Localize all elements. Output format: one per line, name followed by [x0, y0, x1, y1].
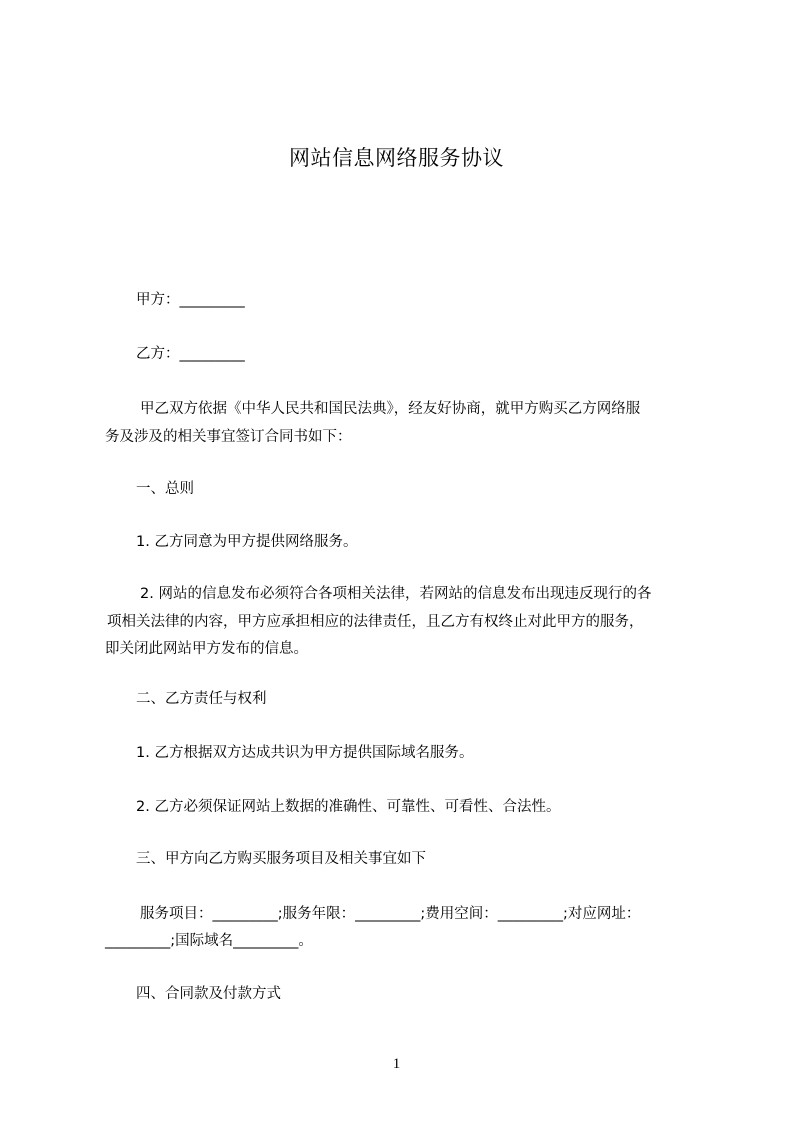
section-4-heading: 四、合同款及付款方式: [136, 986, 281, 1002]
section-2-heading: 二、乙方责任与权利: [136, 691, 267, 707]
section-1-item-2-line-1: 2. 网站的信息发布必须符合各项相关法律，若网站的信息发布出现违反现行的各: [140, 586, 652, 602]
section-1-item-2-line-3: 即关闭此网站甲方发布的信息。: [105, 641, 308, 657]
section-3-line-1: 服务项目：_________;服务年限：_________;费用空间：_________;对应网址：: [140, 906, 641, 922]
section-1-heading: 一、总则: [136, 481, 194, 497]
page-number: 1: [392, 1056, 401, 1072]
section-1-item-1: 1. 乙方同意为甲方提供网络服务。: [136, 534, 358, 550]
intro-line-2: 务及涉及的相关事宜签订合同书如下：: [105, 429, 352, 445]
document-title: 网站信息网络服务协议: [289, 146, 504, 170]
section-3-line-2: _________;国际域名_________。: [105, 933, 313, 949]
party-b-line: 乙方：_________: [136, 346, 245, 362]
section-2-item-2: 2. 乙方必须保证网站上数据的准确性、可靠性、可看性、合法性。: [136, 799, 561, 815]
section-1-item-2-line-2: 项相关法律的内容，甲方应承担相应的法律责任，且乙方有权终止对此甲方的服务，: [107, 614, 644, 630]
section-3-heading: 三、甲方向乙方购买服务项目及相关事宜如下: [136, 851, 426, 867]
intro-line-1: 甲乙双方依据《中华人民共和国民法典》，经友好协商，就甲方购买乙方网络服: [140, 401, 641, 417]
party-a-line: 甲方：_________: [136, 292, 245, 308]
section-2-item-1: 1. 乙方根据双方达成共识为甲方提供国际域名服务。: [136, 745, 474, 761]
